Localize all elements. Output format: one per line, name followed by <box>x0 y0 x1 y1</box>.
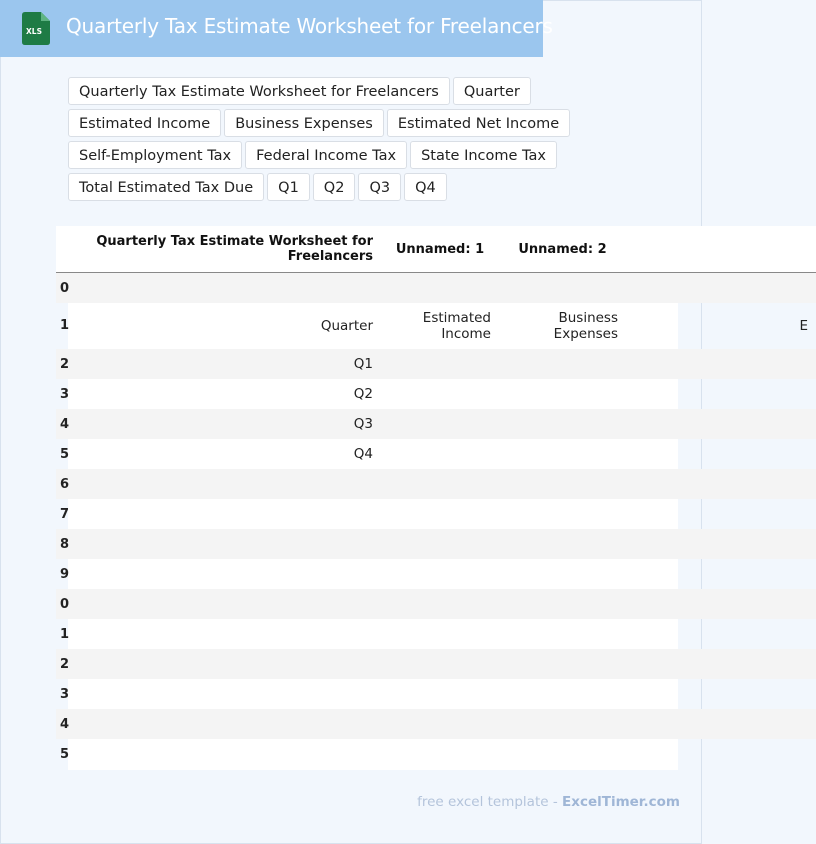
table-cell <box>626 619 816 649</box>
table-cell <box>626 709 816 739</box>
table-cell <box>499 499 626 529</box>
table-cell <box>626 679 816 709</box>
table-cell <box>381 273 499 304</box>
table-cell <box>626 739 816 769</box>
table-cell <box>626 469 816 499</box>
table-cell <box>88 589 381 619</box>
table-cell <box>499 589 626 619</box>
table-cell <box>88 559 381 589</box>
table-header-row <box>56 226 816 273</box>
row-index: 9 <box>60 566 70 582</box>
column-header <box>56 226 88 273</box>
table-cell <box>88 709 381 739</box>
table-cell <box>88 499 381 529</box>
table-row <box>56 469 816 499</box>
table-cell <box>499 439 626 469</box>
tag[interactable]: Q4 <box>404 173 447 201</box>
table-cell <box>381 619 499 649</box>
row-index: 8 <box>56 529 88 559</box>
table-cell <box>626 649 816 679</box>
row-index: 4 <box>56 709 88 739</box>
table-row <box>56 273 816 304</box>
tag[interactable]: Estimated Income <box>68 109 221 137</box>
table-cell <box>381 469 499 499</box>
row-index: 6 <box>56 469 88 499</box>
table-row <box>56 439 816 469</box>
tag[interactable]: Quarter <box>453 77 531 105</box>
row-index: 2 <box>56 649 88 679</box>
table-cell <box>381 739 499 769</box>
table-cell <box>381 529 499 559</box>
tag[interactable]: Quarterly Tax Estimate Worksheet for Freelancers <box>68 77 450 105</box>
column-header: Unnamed: 2 <box>499 226 626 273</box>
table-cell <box>88 679 381 709</box>
data-table <box>56 226 816 769</box>
table-row <box>56 559 816 589</box>
tag[interactable]: Q1 <box>267 173 310 201</box>
table-cell: Q3 <box>88 409 381 439</box>
table-cell <box>381 439 499 469</box>
table-row <box>56 303 816 349</box>
table-cell <box>381 649 499 679</box>
tag[interactable]: Q3 <box>358 173 401 201</box>
table-cell <box>626 559 816 589</box>
table-cell <box>499 409 626 439</box>
table-row <box>56 709 816 739</box>
tag[interactable]: Estimated Net Income <box>387 109 570 137</box>
row-index: 4 <box>56 409 88 439</box>
tag[interactable]: Total Estimated Tax Due <box>68 173 264 201</box>
table-cell <box>381 589 499 619</box>
footer-credit <box>417 794 680 810</box>
table-cell <box>88 273 381 304</box>
table-cell: Q4 <box>353 446 373 462</box>
row-index: 0 <box>56 589 88 619</box>
column-header: Unnamed: 1 <box>381 226 499 273</box>
excel-file-icon <box>22 12 50 45</box>
table-cell: Q2 <box>353 386 373 402</box>
table-cell <box>381 679 499 709</box>
table-cell <box>499 349 626 379</box>
table-cell <box>499 273 626 304</box>
tag[interactable]: Q2 <box>313 173 356 201</box>
table-cell <box>499 529 626 559</box>
table-cell: Q1 <box>88 349 381 379</box>
row-index: 2 <box>56 349 88 379</box>
table-cell <box>381 349 499 379</box>
table-cell <box>499 649 626 679</box>
column-header <box>626 226 816 273</box>
table-cell <box>499 379 626 409</box>
table-cell <box>626 589 816 619</box>
table-cell <box>626 273 816 304</box>
footer-brand-link[interactable]: ExcelTimer.com <box>562 794 680 810</box>
tag[interactable]: State Income Tax <box>410 141 557 169</box>
table-cell <box>499 679 626 709</box>
table-cell <box>88 619 381 649</box>
page-title: Quarterly Tax Estimate Worksheet for Freelancers <box>66 14 553 38</box>
table-row <box>56 409 816 439</box>
table-cell <box>381 409 499 439</box>
table-row <box>56 679 816 709</box>
table-cell <box>499 469 626 499</box>
table-cell: Business Expenses <box>553 310 618 342</box>
table-cell <box>381 709 499 739</box>
table-cell <box>626 499 816 529</box>
table-row <box>56 589 816 619</box>
table-row <box>56 379 816 409</box>
table-cell <box>88 649 381 679</box>
table-cell <box>499 709 626 739</box>
table-cell <box>381 559 499 589</box>
table-cell <box>88 739 381 769</box>
table-row <box>56 349 816 379</box>
row-index: 7 <box>60 506 70 522</box>
row-index: 5 <box>60 446 70 462</box>
keyword-tags <box>68 77 680 201</box>
tag[interactable]: Business Expenses <box>224 109 384 137</box>
table-cell <box>381 379 499 409</box>
table-cell <box>88 529 381 559</box>
excel-icon-label: XLS <box>26 27 42 36</box>
footer-prefix: free excel template - <box>417 794 563 810</box>
table-row <box>56 739 816 769</box>
table-cell <box>499 739 626 769</box>
title-banner <box>0 0 553 57</box>
table-cell <box>626 379 816 409</box>
table-row <box>56 529 816 559</box>
table-cell: Quarter <box>320 318 373 334</box>
table-cell <box>499 559 626 589</box>
tag[interactable]: Federal Income Tax <box>245 141 407 169</box>
spreadsheet-preview <box>60 226 808 770</box>
tag[interactable]: Self-Employment Tax <box>68 141 242 169</box>
row-index: 0 <box>56 273 88 304</box>
table-cell: Estimated Income <box>422 310 491 342</box>
table-cell <box>626 529 816 559</box>
row-index: 1 <box>60 626 70 642</box>
row-index: 3 <box>60 386 70 402</box>
table-cell <box>88 469 381 499</box>
table-cell <box>499 619 626 649</box>
table-cell <box>626 349 816 379</box>
row-index: 1 <box>60 318 70 333</box>
table-row <box>56 619 816 649</box>
table-cell <box>626 409 816 439</box>
column-header: Quarterly Tax Estimate Worksheet for Freelancers <box>88 226 381 273</box>
table-cell <box>626 439 816 469</box>
table-cell <box>381 499 499 529</box>
table-row <box>56 499 816 529</box>
row-index: 3 <box>60 686 70 702</box>
row-index: 5 <box>60 746 70 762</box>
table-row <box>56 649 816 679</box>
table-cell: E <box>799 318 808 334</box>
